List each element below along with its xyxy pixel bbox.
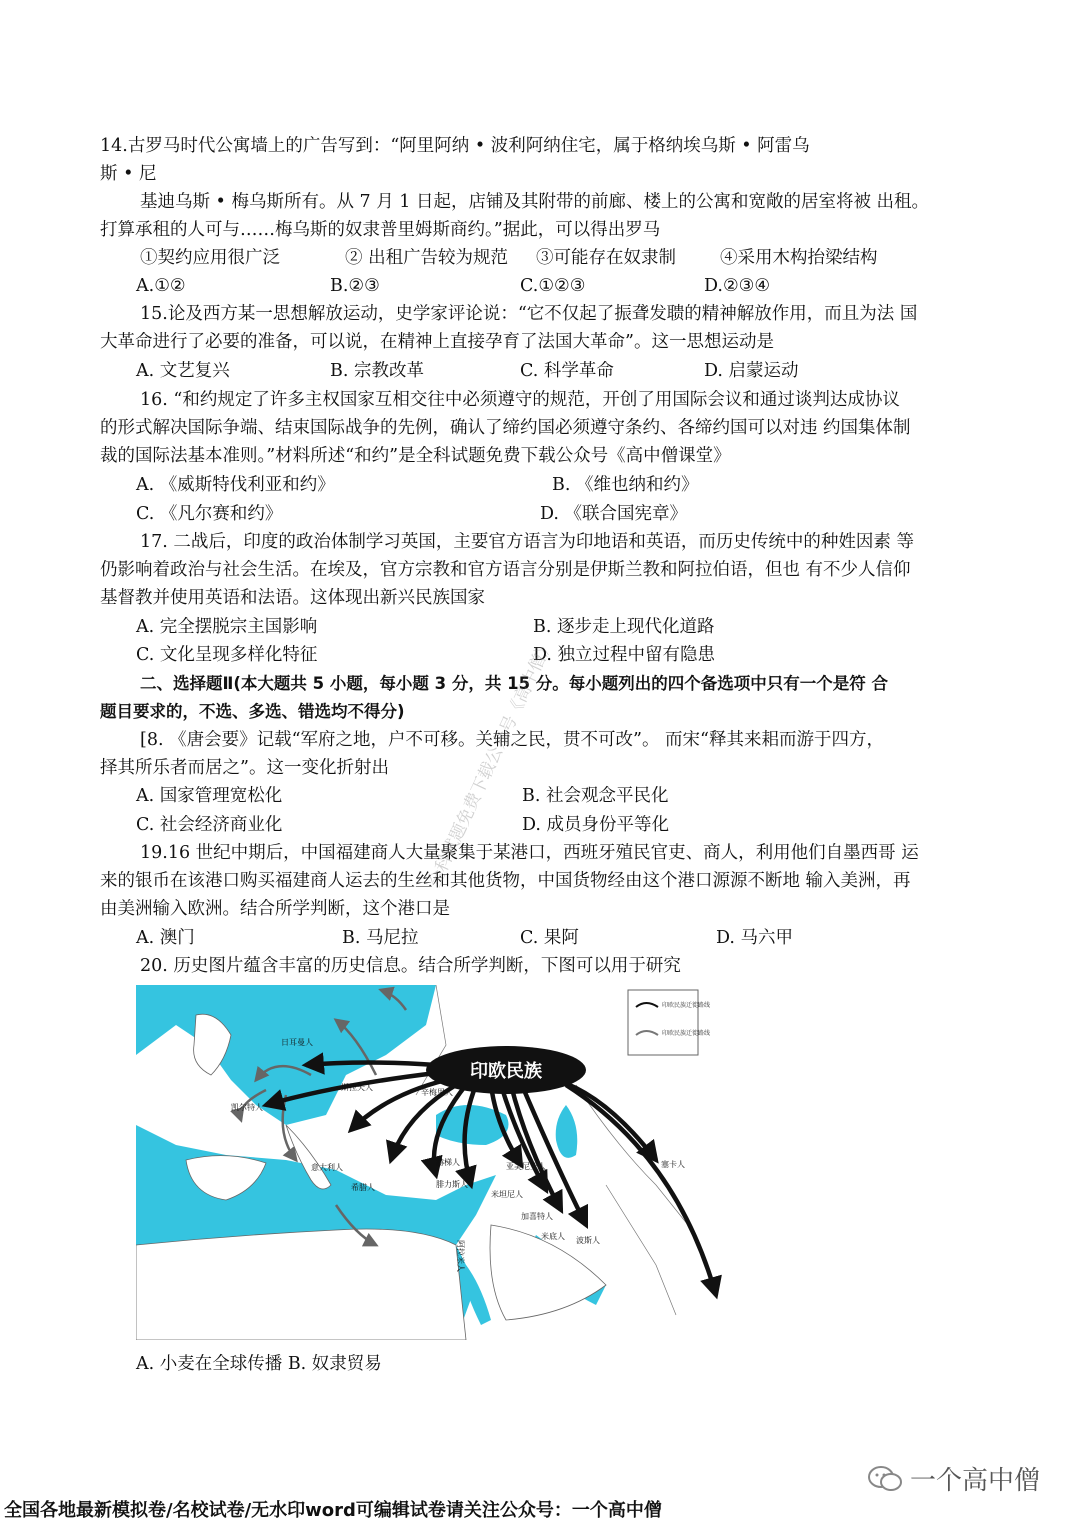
q17-line-2: 仍影响着政治与社会生活。在埃及，官方宗教和官方语言分别是伊斯兰教和阿拉伯语，但也 有不少人信仰 — [100, 560, 911, 580]
q17-option-d: D. 独立过程中留有隐患 — [533, 645, 716, 665]
q18-option-c: C. 社会经济商业化 — [136, 815, 283, 835]
label-italic: 意大利人 — [311, 1163, 343, 1172]
wechat-icon — [868, 1465, 902, 1493]
label-hittite: 赫梯人 — [436, 1158, 460, 1167]
q19-option-c: C. 果阿 — [520, 928, 579, 948]
q19-option-b: B. 马尼拉 — [342, 928, 419, 948]
q14-option-a: A.①② — [136, 276, 186, 296]
label-slavs: 斯拉夫人 — [341, 1083, 373, 1092]
q18-line-2: 择其所乐者而居之”。这一变化折射出 — [100, 758, 389, 778]
footer-notice: 全国各地最新模拟卷/名校试卷/无水印word可编辑试卷请关注公众号：一个高中僧 — [4, 1500, 662, 1521]
label-germanic: 日耳曼人 — [281, 1038, 313, 1047]
indo-european-migration-map — [136, 985, 726, 1340]
label-saka: 塞卡人 — [661, 1160, 685, 1169]
label-cimmer: 辛梅里人 — [421, 1088, 453, 1097]
q20-options-ab: A. 小麦在全球传播 B. 奴隶贸易 — [136, 1354, 382, 1374]
q16-line-2: 的形式解决国际争端、结束国际战争的先例，确认了缔约国必须遵守条约、各缔约国可以对违 约国集体制 — [100, 418, 911, 438]
label-celts: 凯尔特人 — [231, 1103, 263, 1112]
q18-line-1: [8. 《唐会要》记载“军府之地，户不可移。关辅之民，贯不可改”。 而宋“释其来耜而游于四方， — [140, 730, 884, 750]
q14-statement-3: ③可能存在奴隶制 — [536, 248, 676, 268]
q15-option-c: C. 科学革命 — [520, 361, 614, 381]
land-africa — [136, 1229, 466, 1340]
legend-label-1: 印欧民族迁徙路线 — [662, 1002, 711, 1009]
q18-option-d: D. 成员身份平等化 — [522, 815, 670, 835]
q14-option-b: B.②③ — [330, 276, 380, 296]
q20-line-1: 20. 历史图片蕴含丰富的历史信息。结合所学判断，下图可以用于研究 — [140, 956, 681, 976]
q16-line-3: 裁的国际法基本准则。”材料所述“和约”是全科试题免费下载公众号《高中僧课堂》 — [100, 446, 731, 466]
q15-option-d: D. 启蒙运动 — [704, 361, 799, 381]
q15-line-2: 大革命进行了必要的准备，可以说，在精神上直接孕育了法国大革命”。这一思想运动是 — [100, 332, 774, 352]
section-2-heading-line-2: 题目要求的，不选、多选、错选均不得分) — [100, 702, 405, 721]
q14-option-d: D.②③④ — [704, 276, 771, 296]
q14-line-3: 基迪乌斯 • 梅乌斯所有。从 7 月 1 日起，店铺及其附带的前廊、楼上的公寓和宽敞的居室将被 出租。 — [140, 192, 930, 212]
label-median: 米底人 — [541, 1232, 565, 1241]
center-label: 印欧民族 — [470, 1061, 542, 1082]
q16-option-d: D. 《联合国宪章》 — [540, 504, 688, 524]
label-persian: 波斯人 — [576, 1236, 600, 1245]
diagonal-watermark: 全科试题免费下载公众号《高中僧》 — [424, 635, 558, 891]
label-philistine: 腓力斯人 — [436, 1180, 468, 1189]
q15-option-b: B. 宗教改革 — [330, 361, 424, 381]
q14-statement-4: ④采用木构抬梁结构 — [720, 248, 878, 268]
q15-line-1: 15.论及西方某一思想解放运动，史学家评论说：“它不仅起了振聋发聩的精神解放作用，而且为法 国 — [140, 304, 918, 324]
q14-statement-2: ② 出租广告较为规范 — [345, 248, 509, 268]
q19-option-d: D. 马六甲 — [716, 928, 794, 948]
q14-line-2: 斯 • 尼 — [100, 164, 157, 184]
label-kassite: 加喜特人 — [521, 1212, 553, 1221]
q19-line-2: 来的银币在该港口购买福建商人运去的生丝和其他货物，中国货物经由这个港口源源不断地 输入美洲，再 — [100, 871, 911, 891]
q19-line-1: 19.16 世纪中期后，中国福建商人大量聚集于某港口，西班牙殖民官吏、商人，利用他们自墨西哥 运 — [140, 843, 919, 863]
q14-line-1: 14.古罗马时代公寓墙上的广告写到：“阿里阿纳 • 波利阿纳住宅，属于格纳埃乌斯 • 阿雷乌 — [100, 136, 810, 156]
q14-line-4: 打算承租的人可与……梅乌斯的奴隶普里姆斯商约。”据此，可以得出罗马 — [100, 220, 661, 240]
label-greek: 希腊人 — [351, 1183, 375, 1192]
q17-option-a: A. 完全摆脱宗主国影响 — [136, 617, 318, 637]
q14-statement-1: ①契约应用很广泛 — [140, 248, 280, 268]
q17-option-b: B. 逐步走上现代化道路 — [533, 617, 715, 637]
q16-option-b: B. 《维也纳和约》 — [552, 475, 699, 495]
q17-option-c: C. 文化呈现多样化特征 — [136, 645, 318, 665]
wechat-brand — [868, 1460, 1040, 1497]
q19-option-a: A. 澳门 — [136, 928, 195, 948]
q15-option-a: A. 文艺复兴 — [136, 361, 230, 381]
legend-label-2: 印欧民族迁徙路线 — [662, 1030, 711, 1037]
label-mitanni: 米坦尼人 — [491, 1190, 523, 1199]
label-aramaean: 阿拉米人 — [456, 1240, 465, 1272]
wechat-account-name: 一个高中僧 — [909, 1466, 1040, 1496]
q14-option-c: C.①②③ — [520, 276, 586, 296]
section-2-heading-line-1: 二、选择题Ⅱ(本大题共 5 小题，每小题 3 分，共 15 分。每小题列出的四个备选项中只有一个是符 合 — [140, 674, 889, 693]
q16-line-1: 16. “和约规定了许多主权国家互相交往中必须遵守的规范，开创了用国际会议和通过谈判达成协议 — [140, 390, 900, 410]
q17-line-3: 基督教并使用英语和法语。这体现出新兴民族国家 — [100, 588, 485, 608]
q17-line-1: 17. 二战后，印度的政治体制学习英国，主要官方语言为印地语和英语，而历史传统中的种姓因素 等 — [140, 532, 914, 552]
q16-option-c: C. 《凡尔赛和约》 — [136, 504, 283, 524]
q16-option-a: A. 《威斯特伐利亚和约》 — [136, 475, 335, 495]
q19-line-3: 由美洲输入欧洲。结合所学判断，这个港口是 — [100, 899, 450, 919]
label-armenian: 亚美尼亚人 — [506, 1162, 546, 1171]
q18-option-b: B. 社会观念平民化 — [522, 786, 669, 806]
map-legend — [628, 990, 698, 1055]
q18-option-a: A. 国家管理宽松化 — [136, 786, 283, 806]
